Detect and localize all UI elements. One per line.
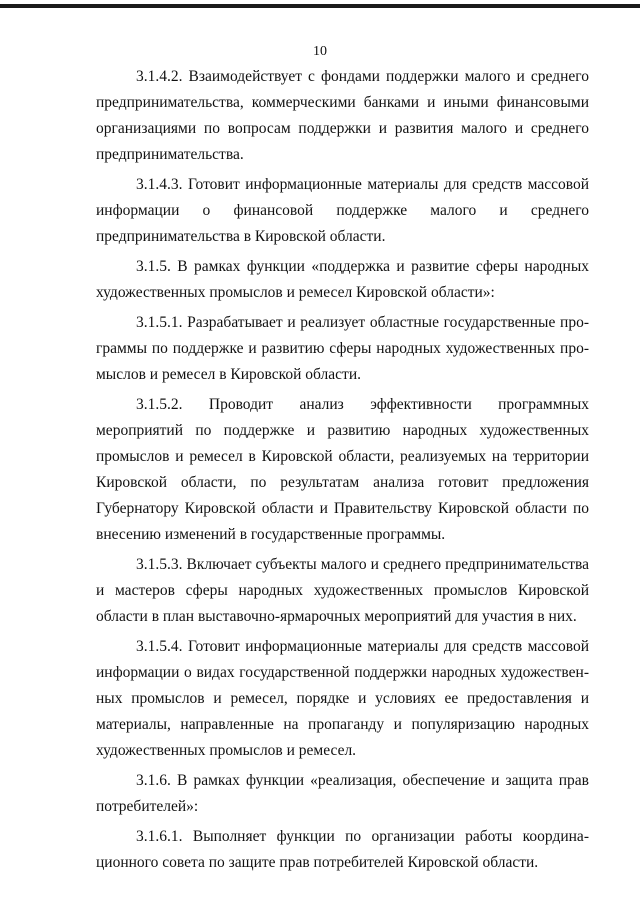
- paragraph-3-1-5-2: 3.1.5.2. Проводит анализ эффективности программных мероприятий по поддержке и развитию народных художественных промыслов и ремесел в Кировской области, реализуемых на территории Кировской области, по результатам анализа готовит предложения Губернатору Кировской области и Правительству Кировской области по внесению изменений в государственные программы.: [96, 396, 589, 543]
- page-number: 10: [313, 44, 327, 59]
- paragraph-3-1-6: 3.1.6. В рамках функции «реализация, обеспечение и защита прав потребителей»:: [96, 772, 589, 815]
- document-body: [96, 64, 589, 880]
- paragraph-3-1-6-1: 3.1.6.1. Выполняет функции по организации работы координационного совета по защите прав потребителей Кировской области.: [96, 828, 589, 871]
- paragraph-3-1-5-1: 3.1.5.1. Разрабатывает и реализует областные государственные программы по поддержке и развитию сферы народных художественных промыслов и ремесел в Кировской области.: [96, 314, 589, 383]
- paragraph-3-1-4-2: 3.1.4.2. Взаимодействует с фондами поддержки малого и среднего предпринимательства, коммерческими банками и иными финансовыми организациями по вопросам поддержки и развития малого и среднего предпринимательства.: [96, 68, 589, 163]
- paragraph-3-1-5: 3.1.5. В рамках функции «поддержка и развитие сферы народных художественных промыслов и ремесел Кировской области»:: [96, 258, 589, 301]
- paragraph-3-1-4-3: 3.1.4.3. Готовит информационные материалы для средств массовой информации о финансовой поддержке малого и среднего предпринимательства в Кировской области.: [96, 176, 589, 245]
- paragraph-3-1-5-4: 3.1.5.4. Готовит информационные материалы для средств массовой информации о видах государственной поддержки народных художественных промыслов и ремесел, порядке и условиях ее предоставления и материалы, направленные на пропаганду и популяризацию народных художественных промыслов и ремесел.: [96, 638, 589, 759]
- paragraph-3-1-5-3: 3.1.5.3. Включает субъекты малого и среднего предпринимательства и мастеров сферы народных художественных промыслов Кировской области в план выставочно-ярмарочных мероприятий для участия в них.: [96, 556, 589, 625]
- top-border-rule: [0, 4, 640, 8]
